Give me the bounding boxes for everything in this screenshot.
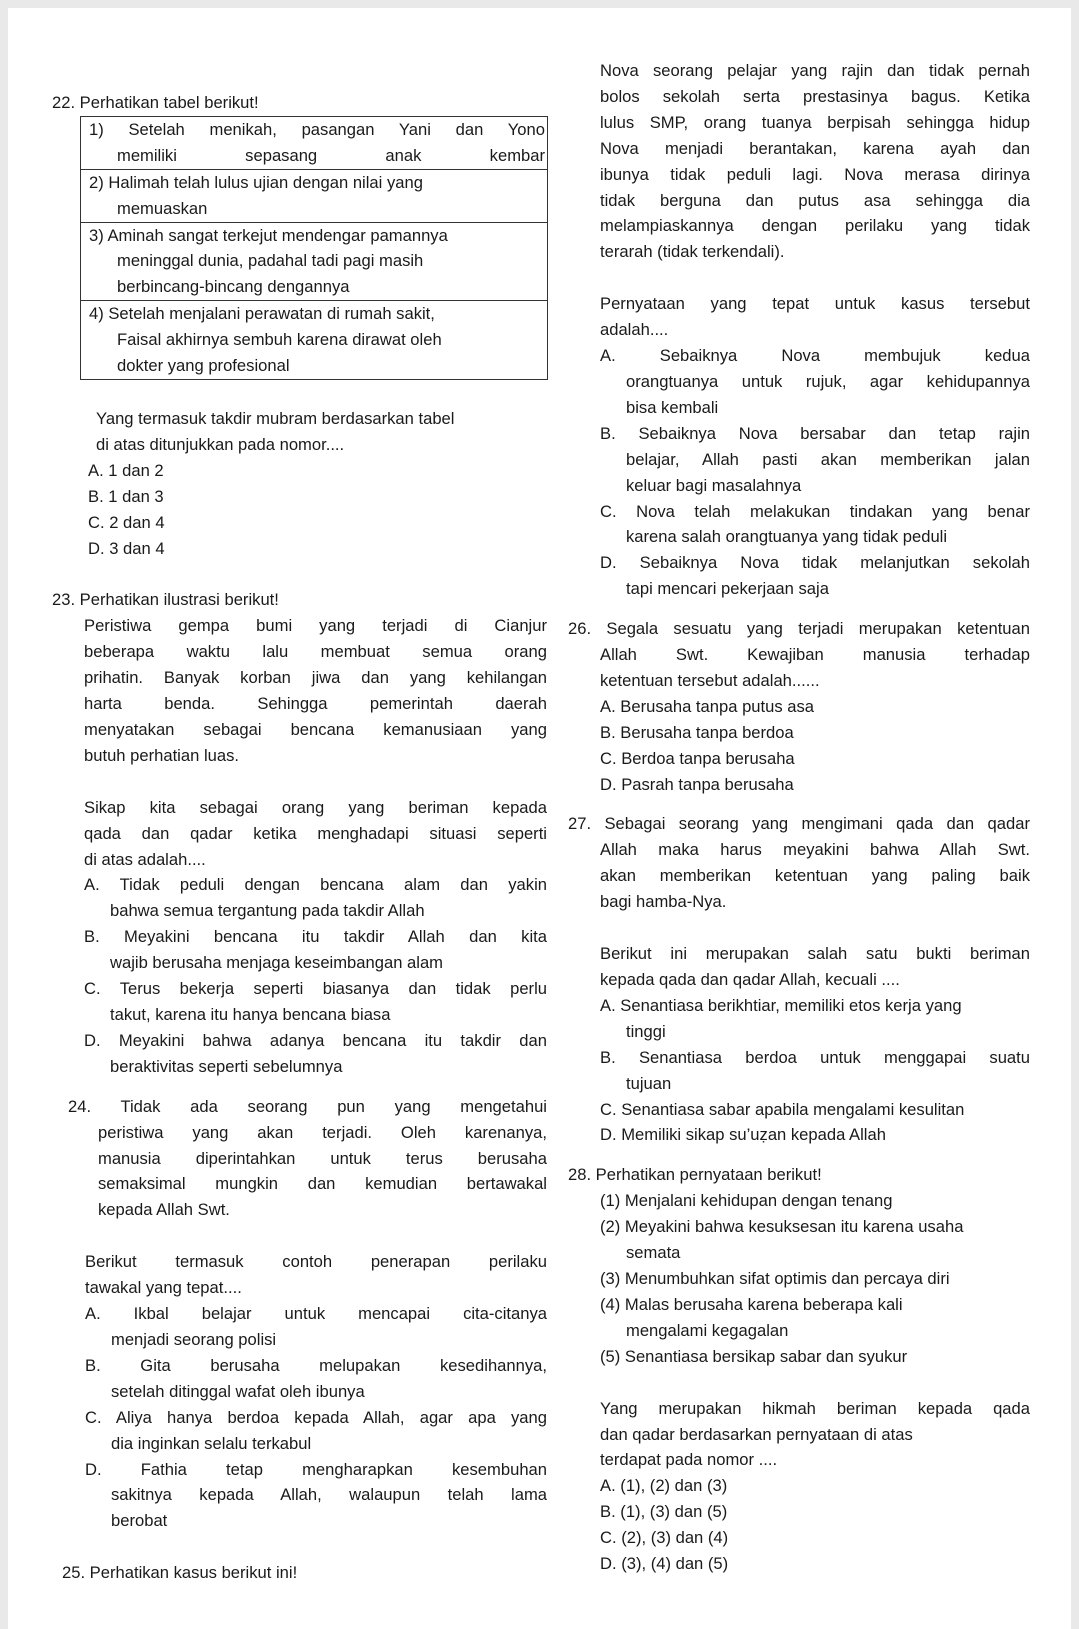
table-line: dokter yang profesional <box>117 356 290 376</box>
option-b[interactable] <box>600 1045 1030 1097</box>
option-b[interactable] <box>84 924 547 976</box>
table-row <box>81 301 548 380</box>
table-line: 2) Halimah telah lulus ujian dengan nilai yang <box>89 172 423 192</box>
prompt-line: kepada qada dan qadar Allah, kecuali .... <box>600 970 900 989</box>
intro-line: peristiwa yang akan terjadi. Oleh karenanya, <box>98 1122 547 1142</box>
option-line: takut, karena itu hanya bencana biasa <box>110 1005 391 1024</box>
option-a[interactable] <box>600 343 1030 421</box>
prompt-line: di atas adalah.... <box>84 849 206 869</box>
question-22 <box>52 90 547 561</box>
title-line: akan memberikan ketentuan yang paling baik <box>600 866 1030 886</box>
para-line: Nova menjadi berantakan, karena ayah dan <box>600 138 1030 158</box>
option-line: A. Senantiasa berikhtiar, memiliki etos kerja yang <box>600 995 962 1015</box>
question-23-options <box>52 872 547 1079</box>
para-line: beberapa waktu lalu membuat semua orang <box>84 642 547 662</box>
option-a[interactable]: A. Berusaha tanpa putus asa <box>600 696 815 716</box>
option-line: orangtuanya untuk rujuk, agar kehidupannya <box>626 371 1030 391</box>
option-b[interactable]: B. Berusaha tanpa berdoa <box>600 722 794 742</box>
option-line: D. Sebaiknya Nova tidak melanjutkan sekolah <box>600 553 1030 573</box>
option-c[interactable] <box>600 499 1030 551</box>
prompt-line: di atas ditunjukkan pada nomor.... <box>96 434 345 454</box>
option-line: B. Sebaiknya Nova bersabar dan tetap rajin <box>600 423 1030 443</box>
option-d[interactable] <box>600 1122 1030 1148</box>
option-line: B. Gita berusaha melupakan kesedihannya, <box>85 1355 547 1375</box>
question-28-statements <box>568 1188 1030 1577</box>
option-d[interactable] <box>84 1028 547 1080</box>
para-line: Nova seorang pelajar yang rajin dan tidak pernah <box>600 61 1030 80</box>
question-22-options <box>52 458 547 562</box>
option-d[interactable] <box>85 1457 547 1535</box>
table-line: Faisal akhirnya sembuh karena dirawat oleh <box>117 330 442 350</box>
statement-line: semata <box>626 1243 681 1263</box>
option-c[interactable]: C. 2 dan 4 <box>88 512 165 532</box>
statement-line: (5) Senantiasa bersikap sabar dan syukur <box>600 1346 908 1366</box>
left-column <box>52 90 547 1586</box>
option-line: C. Senantiasa sabar apabila mengalami kesulitan <box>600 1099 965 1119</box>
question-25-options <box>600 343 1030 602</box>
table-cell <box>81 169 548 222</box>
title-line: 27. Sebagai seorang yang mengimani qada dan qadar <box>568 814 1030 834</box>
para-line: ibunya tidak peduli lagi. Nova merasa dirinya <box>600 164 1030 184</box>
para-line: bolos sekolah serta prestasinya bagus. Ketika <box>600 86 1030 106</box>
statement-line: (4) Malas berusaha karena beberapa kali <box>600 1294 903 1314</box>
prompt-line: terdapat pada nomor .... <box>600 1450 778 1470</box>
option-line: D. Meyakini bahwa adanya bencana itu takdir dan <box>84 1030 547 1050</box>
question-23-illustration <box>52 613 547 872</box>
statement-line: mengalami kegagalan <box>626 1320 789 1340</box>
intro-line: kepada Allah Swt. <box>98 1200 230 1220</box>
title-line: bagi hamba-Nya. <box>600 892 727 912</box>
option-line: dia inginkan selalu terkabul <box>111 1433 312 1453</box>
prompt-line: adalah.... <box>600 320 669 340</box>
option-line: tapi mencari pekerjaan saja <box>626 579 829 599</box>
table-line: 3) Aminah sangat terkejut mendengar pamannya <box>89 225 448 245</box>
option-a[interactable]: A. 1 dan 2 <box>88 460 164 480</box>
question-27 <box>568 811 1030 1148</box>
option-line: tinggi <box>626 1021 666 1041</box>
question-25-title: 25. Perhatikan kasus berikut ini! <box>62 1563 298 1583</box>
prompt-line: tawakal yang tepat.... <box>85 1278 242 1298</box>
option-line: sakitnya kepada Allah, walaupun telah lama <box>111 1485 547 1505</box>
prompt-line: Yang termasuk takdir mubram berdasarkan tabel <box>96 408 455 428</box>
para-line: butuh perhatian luas. <box>84 745 239 765</box>
prompt-line: Berikut termasuk contoh penerapan perilaku <box>85 1252 547 1272</box>
option-d[interactable]: D. 3 dan 4 <box>88 538 165 558</box>
option-a[interactable] <box>84 872 547 924</box>
para-line: menyatakan sebagai bencana kemanusiaan yang <box>84 719 547 739</box>
option-line: A. Sebaiknya Nova membujuk kedua <box>600 346 1030 366</box>
option-line: C. Aliya hanya berdoa kepada Allah, agar apa yang <box>85 1407 547 1427</box>
option-line: menjadi seorang polisi <box>111 1329 277 1349</box>
option-c[interactable]: C. (2), (3) dan (4) <box>600 1528 729 1548</box>
title-line: ketentuan tersebut adalah...... <box>600 670 820 690</box>
option-line: keluar bagi masalahnya <box>626 475 802 495</box>
option-d[interactable] <box>600 550 1030 602</box>
table-row <box>81 116 548 169</box>
option-c[interactable] <box>85 1405 547 1457</box>
option-b[interactable] <box>600 421 1030 499</box>
question-24-options <box>68 1301 547 1534</box>
option-line: C. Terus bekerja seperti biasanya dan tidak perlu <box>84 979 547 999</box>
intro-line: manusia diperintahkan untuk terus berusaha <box>98 1148 547 1168</box>
option-c[interactable]: C. Berdoa tanpa berusaha <box>600 748 795 768</box>
table-line: meninggal dunia, padahal tadi pagi masih <box>117 251 424 271</box>
option-d[interactable]: D. (3), (4) dan (5) <box>600 1554 729 1574</box>
option-line: B. Meyakini bencana itu takdir Allah dan kita <box>84 927 547 947</box>
prompt-line: Berikut ini merupakan salah satu bukti beriman <box>600 944 1030 964</box>
option-d[interactable]: D. Pasrah tanpa berusaha <box>600 774 794 794</box>
title-line: Allah Swt. Kewajiban manusia terhadap <box>600 645 1030 665</box>
table-cell <box>81 301 548 380</box>
question-22-prompt <box>52 406 547 458</box>
title-line: Allah maka harus meyakini bahwa Allah Swt. <box>600 840 1030 860</box>
option-line: beraktivitas seperti sebelumnya <box>110 1056 343 1076</box>
worksheet-page <box>8 8 1071 1629</box>
question-26 <box>568 616 1030 797</box>
option-c[interactable] <box>600 1097 1030 1123</box>
option-line: D. Fathia tetap mengharapkan kesembuhan <box>85 1459 547 1479</box>
option-line: bahwa semua tergantung pada takdir Allah <box>110 901 425 921</box>
title-line: 26. Segala sesuatu yang terjadi merupakan ketentuan <box>568 619 1030 639</box>
table-cell <box>81 222 548 301</box>
option-line: A. Tidak peduli dengan bencana alam dan yakin <box>84 875 547 895</box>
table-line: 1) Setelah menikah, pasangan Yani dan Yono <box>89 119 545 139</box>
question-25-case <box>568 58 1030 602</box>
table-line: 4) Setelah menjalani perawatan di rumah sakit, <box>89 304 435 324</box>
option-b[interactable]: B. (1), (3) dan (5) <box>600 1502 728 1522</box>
para-line: terarah (tidak terkendali). <box>600 242 785 262</box>
question-28-title: 28. Perhatikan pernyataan berikut! <box>568 1165 822 1185</box>
option-line: tujuan <box>626 1073 672 1093</box>
para-line: prihatin. Banyak korban jiwa dan yang kehilangan <box>84 668 547 688</box>
intro-line: semaksimal mungkin dan kemudian bertawakal <box>98 1174 547 1194</box>
option-a[interactable]: A. (1), (2) dan (3) <box>600 1476 728 1496</box>
prompt-line: Pernyataan yang tepat untuk kasus tersebut <box>600 294 1030 314</box>
statement-line: (2) Meyakini bahwa kesuksesan itu karena usaha <box>600 1217 964 1237</box>
option-line: belajar, Allah pasti akan memberikan jalan <box>626 449 1030 469</box>
question-23 <box>52 587 547 1079</box>
option-line: setelah ditinggal wafat oleh ibunya <box>111 1381 365 1401</box>
option-c[interactable] <box>84 976 547 1028</box>
prompt-line: Yang merupakan hikmah beriman kepada qada <box>600 1398 1030 1418</box>
para-line: Peristiwa gempa bumi yang terjadi di Cianjur <box>84 616 547 636</box>
table-row <box>81 222 548 301</box>
option-line: A. Ikbal belajar untuk mencapai cita-citanya <box>85 1304 547 1324</box>
statement-line: (3) Menumbuhkan sifat optimis dan percaya diri <box>600 1268 950 1288</box>
right-column <box>568 58 1030 1577</box>
para-line: melampiaskannya dengan perilaku yang tidak <box>600 216 1030 236</box>
question-22-table <box>80 116 548 380</box>
para-line: lulus SMP, orang tuanya berpisah sehingga hidup <box>600 112 1030 132</box>
option-line: C. Nova telah melakukan tindakan yang benar <box>600 501 1030 521</box>
question-28 <box>568 1162 1030 1577</box>
option-line: bisa kembali <box>626 397 719 417</box>
prompt-line: dan qadar berdasarkan pernyataan di atas <box>600 1424 913 1444</box>
table-line: berbincang-bincang dengannya <box>117 277 350 297</box>
para-line: harta benda. Sehingga pemerintah daerah <box>84 694 547 714</box>
intro-line: 24. Tidak ada seorang pun yang mengetahui <box>68 1096 547 1116</box>
option-b[interactable] <box>85 1353 547 1405</box>
option-line: karena salah orangtuanya yang tidak peduli <box>626 527 948 547</box>
option-a[interactable] <box>85 1301 547 1353</box>
option-line: B. Senantiasa berdoa untuk menggapai suatu <box>600 1047 1030 1067</box>
option-b[interactable]: B. 1 dan 3 <box>88 486 164 506</box>
table-line: memuaskan <box>117 198 208 218</box>
table-row <box>81 169 548 222</box>
option-a[interactable] <box>600 993 1030 1045</box>
para-line: tidak berguna dan putus asa sehingga dia <box>600 190 1030 210</box>
prompt-line: Sikap kita sebagai orang yang beriman kepada <box>84 797 547 817</box>
option-line: wajib berusaha menjaga keseimbangan alam <box>110 953 444 973</box>
statement-line: (1) Menjalani kehidupan dengan tenang <box>600 1191 893 1211</box>
question-24-prompt <box>68 1249 547 1301</box>
question-22-title: 22. Perhatikan tabel berikut! <box>52 93 259 112</box>
option-line: berobat <box>111 1511 168 1531</box>
question-23-title: 23. Perhatikan ilustrasi berikut! <box>52 590 279 610</box>
table-line: memiliki sepasang anak kembar <box>117 145 545 165</box>
question-24 <box>52 1094 547 1535</box>
option-line: D. Memiliki sikap su’uẓan kepada Allah <box>600 1125 886 1145</box>
prompt-line: qada dan qadar ketika menghadapi situasi seperti <box>84 823 547 843</box>
table-cell <box>81 116 548 169</box>
